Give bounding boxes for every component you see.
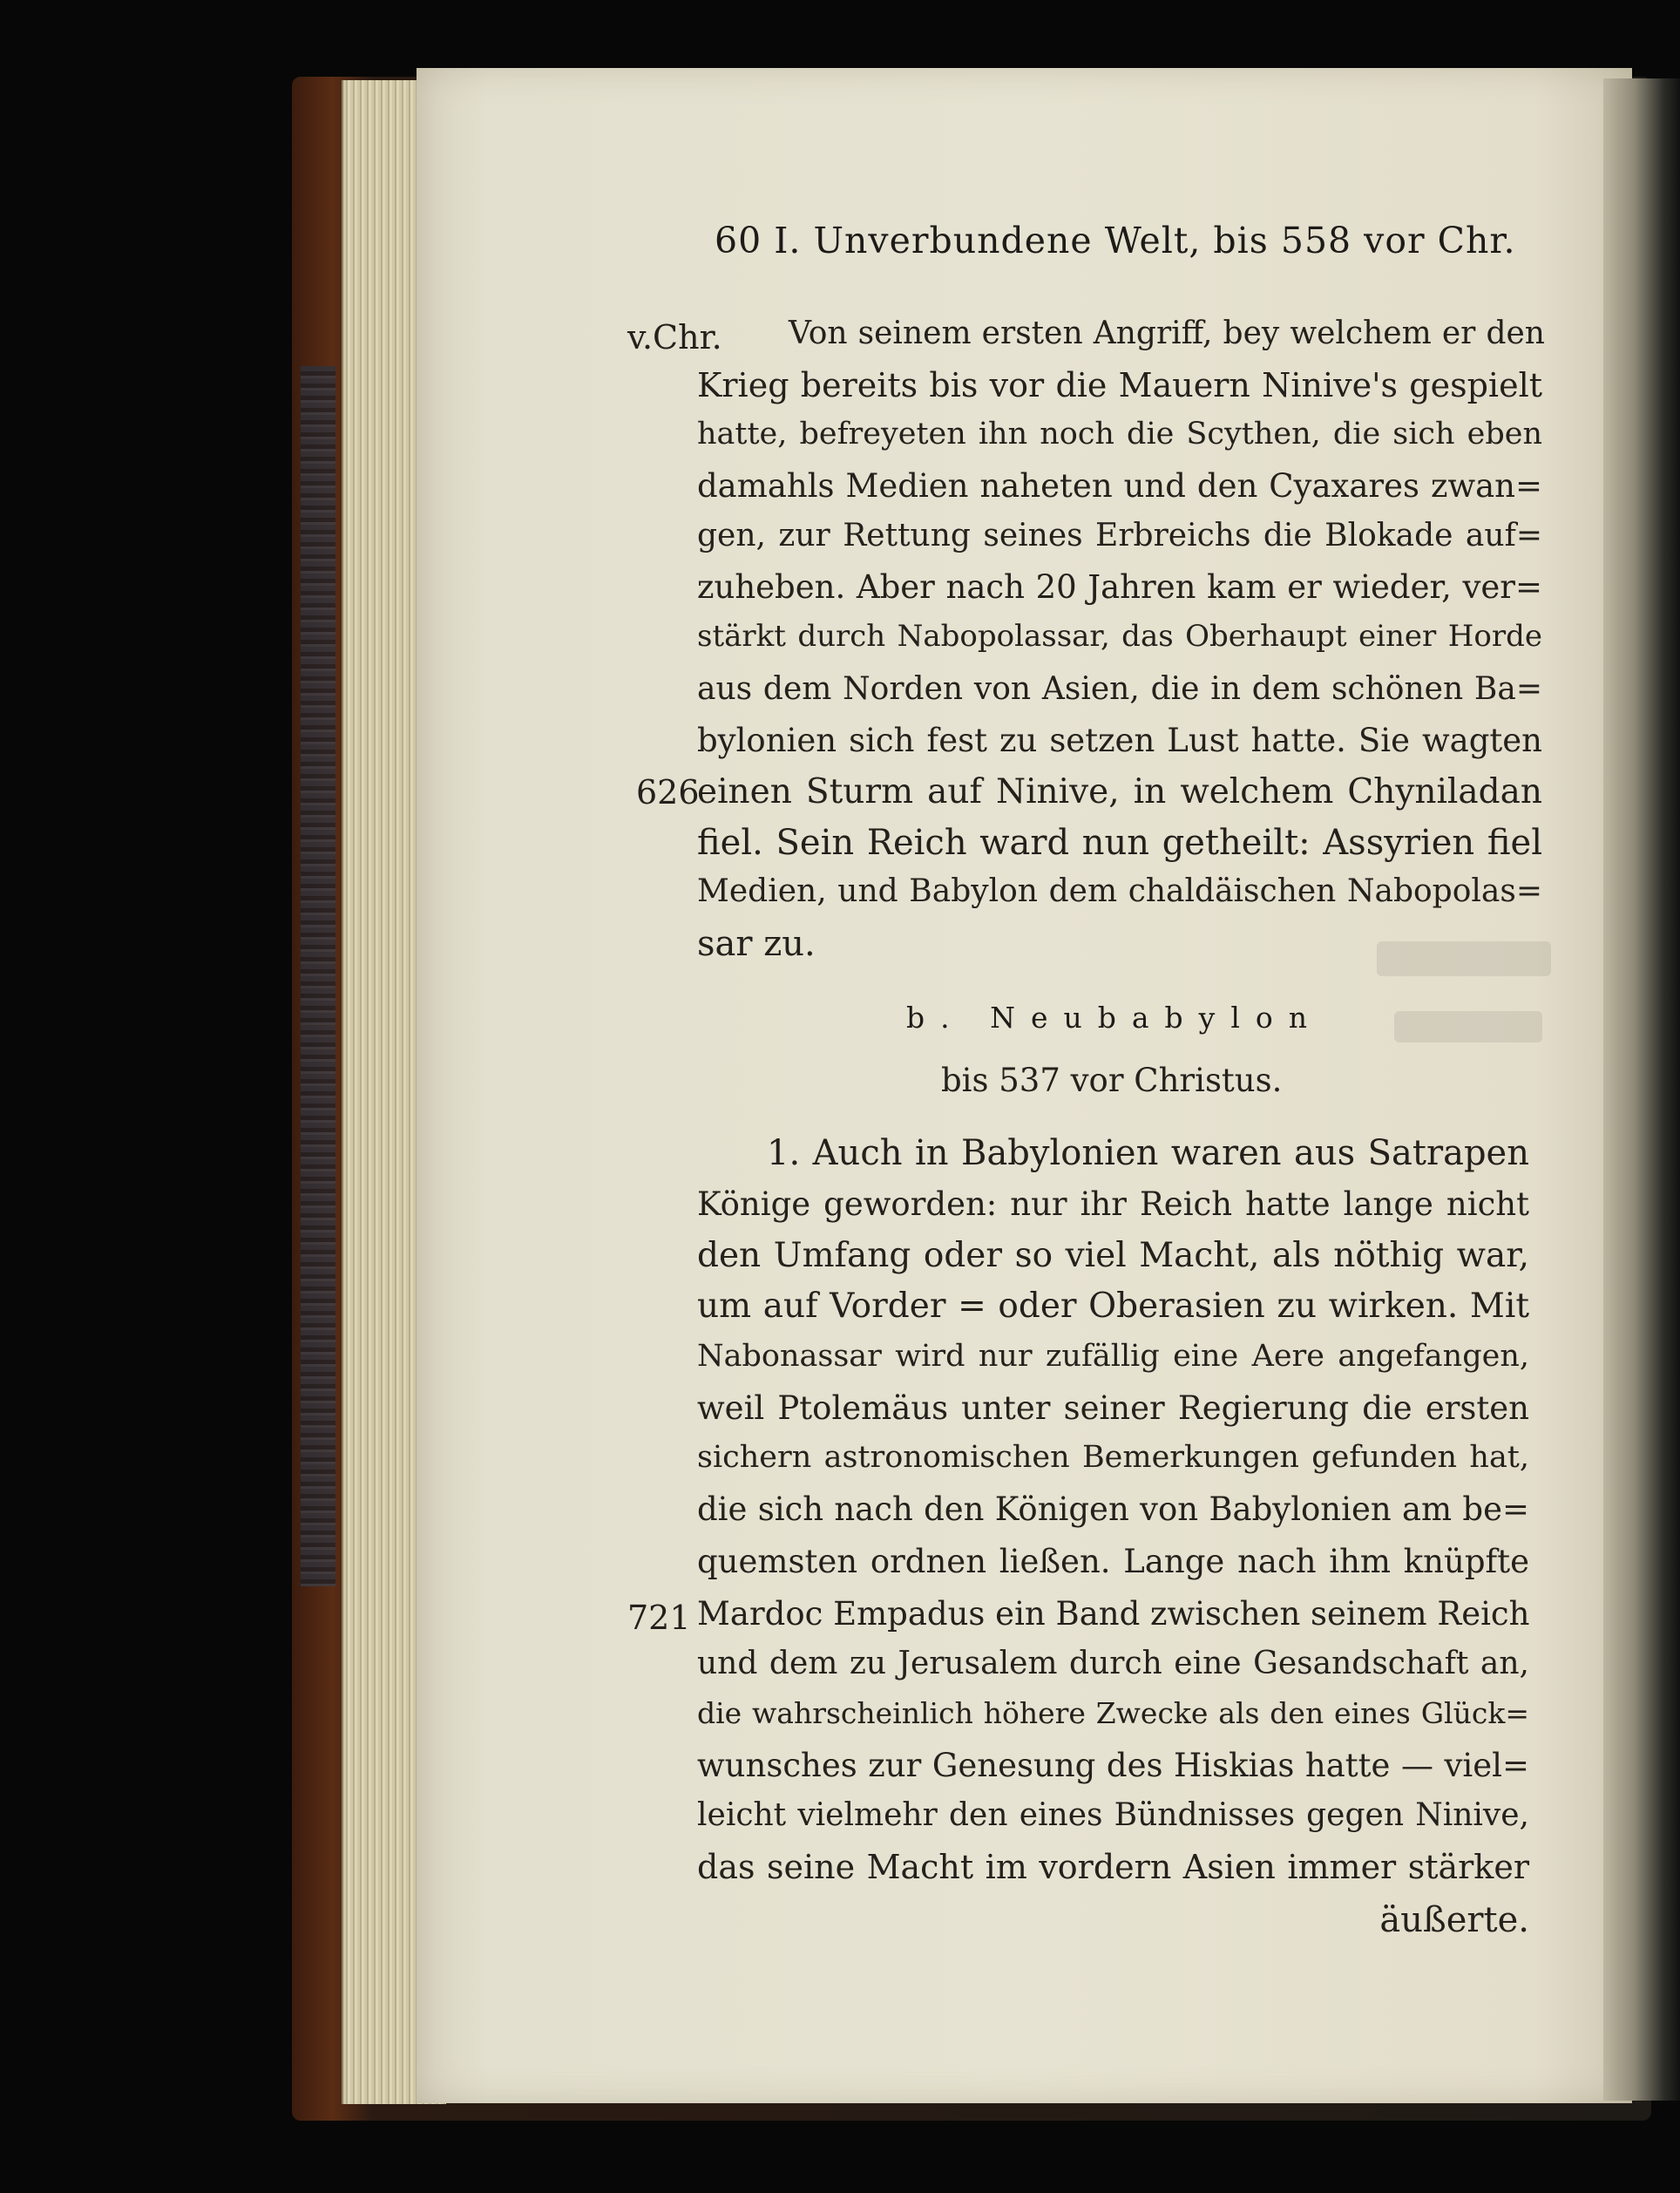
section-subtitle: bis 537 vor Christus. [941, 1062, 1283, 1099]
text-line: um auf Vorder = oder Oberasien zu wirken. Mit [697, 1287, 1529, 1326]
section-title: b. Neubabylon [906, 1001, 1324, 1035]
text-line: leicht vielmehr den eines Bündnisses gegen Ninive, [697, 1797, 1529, 1833]
margin-note-era: v.Chr. [627, 318, 722, 356]
text-line: wunsches zur Genesung des Hiskias hatte — viel= [697, 1747, 1529, 1784]
text-line: die wahrscheinlich höhere Zwecke als den eines Glück= [697, 1696, 1529, 1730]
text-line: weil Ptolemäus unter seiner Regierung die ersten [697, 1389, 1529, 1427]
text-line: einen Sturm auf Ninive, in welchem Chyniladan [697, 772, 1542, 811]
cover-marbling [301, 366, 335, 1586]
text-line: stärkt durch Nabopolassar, das Oberhaupt einer Horde [697, 619, 1542, 654]
margin-note-year-721: 721 [627, 1599, 691, 1637]
text-line: sar zu. [697, 924, 816, 964]
text-line: den Umfang oder so viel Macht, als nöthig war, [697, 1236, 1529, 1275]
text-line: Mardoc Empadus ein Band zwischen seinem Reich [697, 1595, 1530, 1633]
text-line: Krieg bereits bis vor die Mauern Ninive's gespielt [697, 366, 1542, 404]
text-line: 1. Auch in Babylonien waren aus Satrapen [767, 1133, 1529, 1173]
running-header: 60 I. Unverbundene Welt, bis 558 vor Chr. [715, 220, 1516, 261]
text-line: aus dem Norden von Asien, die in dem schönen Ba= [697, 671, 1542, 707]
text-line: Nabonassar wird nur zufällig eine Aere angefangen, [697, 1339, 1529, 1374]
text-line: Könige geworden: nur ihr Reich hatte lange nicht [697, 1185, 1529, 1223]
text-line: hatte, befreyeten ihn noch die Scythen, die sich eben [697, 417, 1542, 452]
spine-shadow [1603, 78, 1680, 2101]
text-line: bylonien sich fest zu setzen Lust hatte. Sie wagten [697, 722, 1542, 759]
text-line: die sich nach den Königen von Babylonien am be= [697, 1490, 1529, 1528]
text-line: und dem zu Jerusalem durch eine Gesandschaft an, [697, 1646, 1529, 1681]
margin-note-year-626: 626 [636, 773, 700, 811]
show-through-mark [1394, 1011, 1542, 1042]
text-line: das seine Macht im vordern Asien immer stärker [697, 1848, 1529, 1886]
text-line: sichern astronomischen Bemerkungen gefunden hat, [697, 1440, 1529, 1475]
text-line: Medien, und Babylon dem chaldäischen Nabopolas= [697, 873, 1542, 909]
text-line: fiel. Sein Reich ward nun getheilt: Assyrien fiel [697, 823, 1542, 863]
text-line: damahls Medien naheten und den Cyaxares zwan= [697, 467, 1542, 505]
text-line: zuheben. Aber nach 20 Jahren kam er wieder, ver= [697, 568, 1542, 606]
text-line: äußerte. [1379, 1900, 1529, 1940]
text-line: quemsten ordnen ließen. Lange nach ihm knüpfte [697, 1543, 1529, 1580]
text-line: Von seinem ersten Angriff, bey welchem er den [789, 316, 1545, 351]
text-line: gen, zur Rettung seines Erbreichs die Blokade auf= [697, 518, 1542, 553]
